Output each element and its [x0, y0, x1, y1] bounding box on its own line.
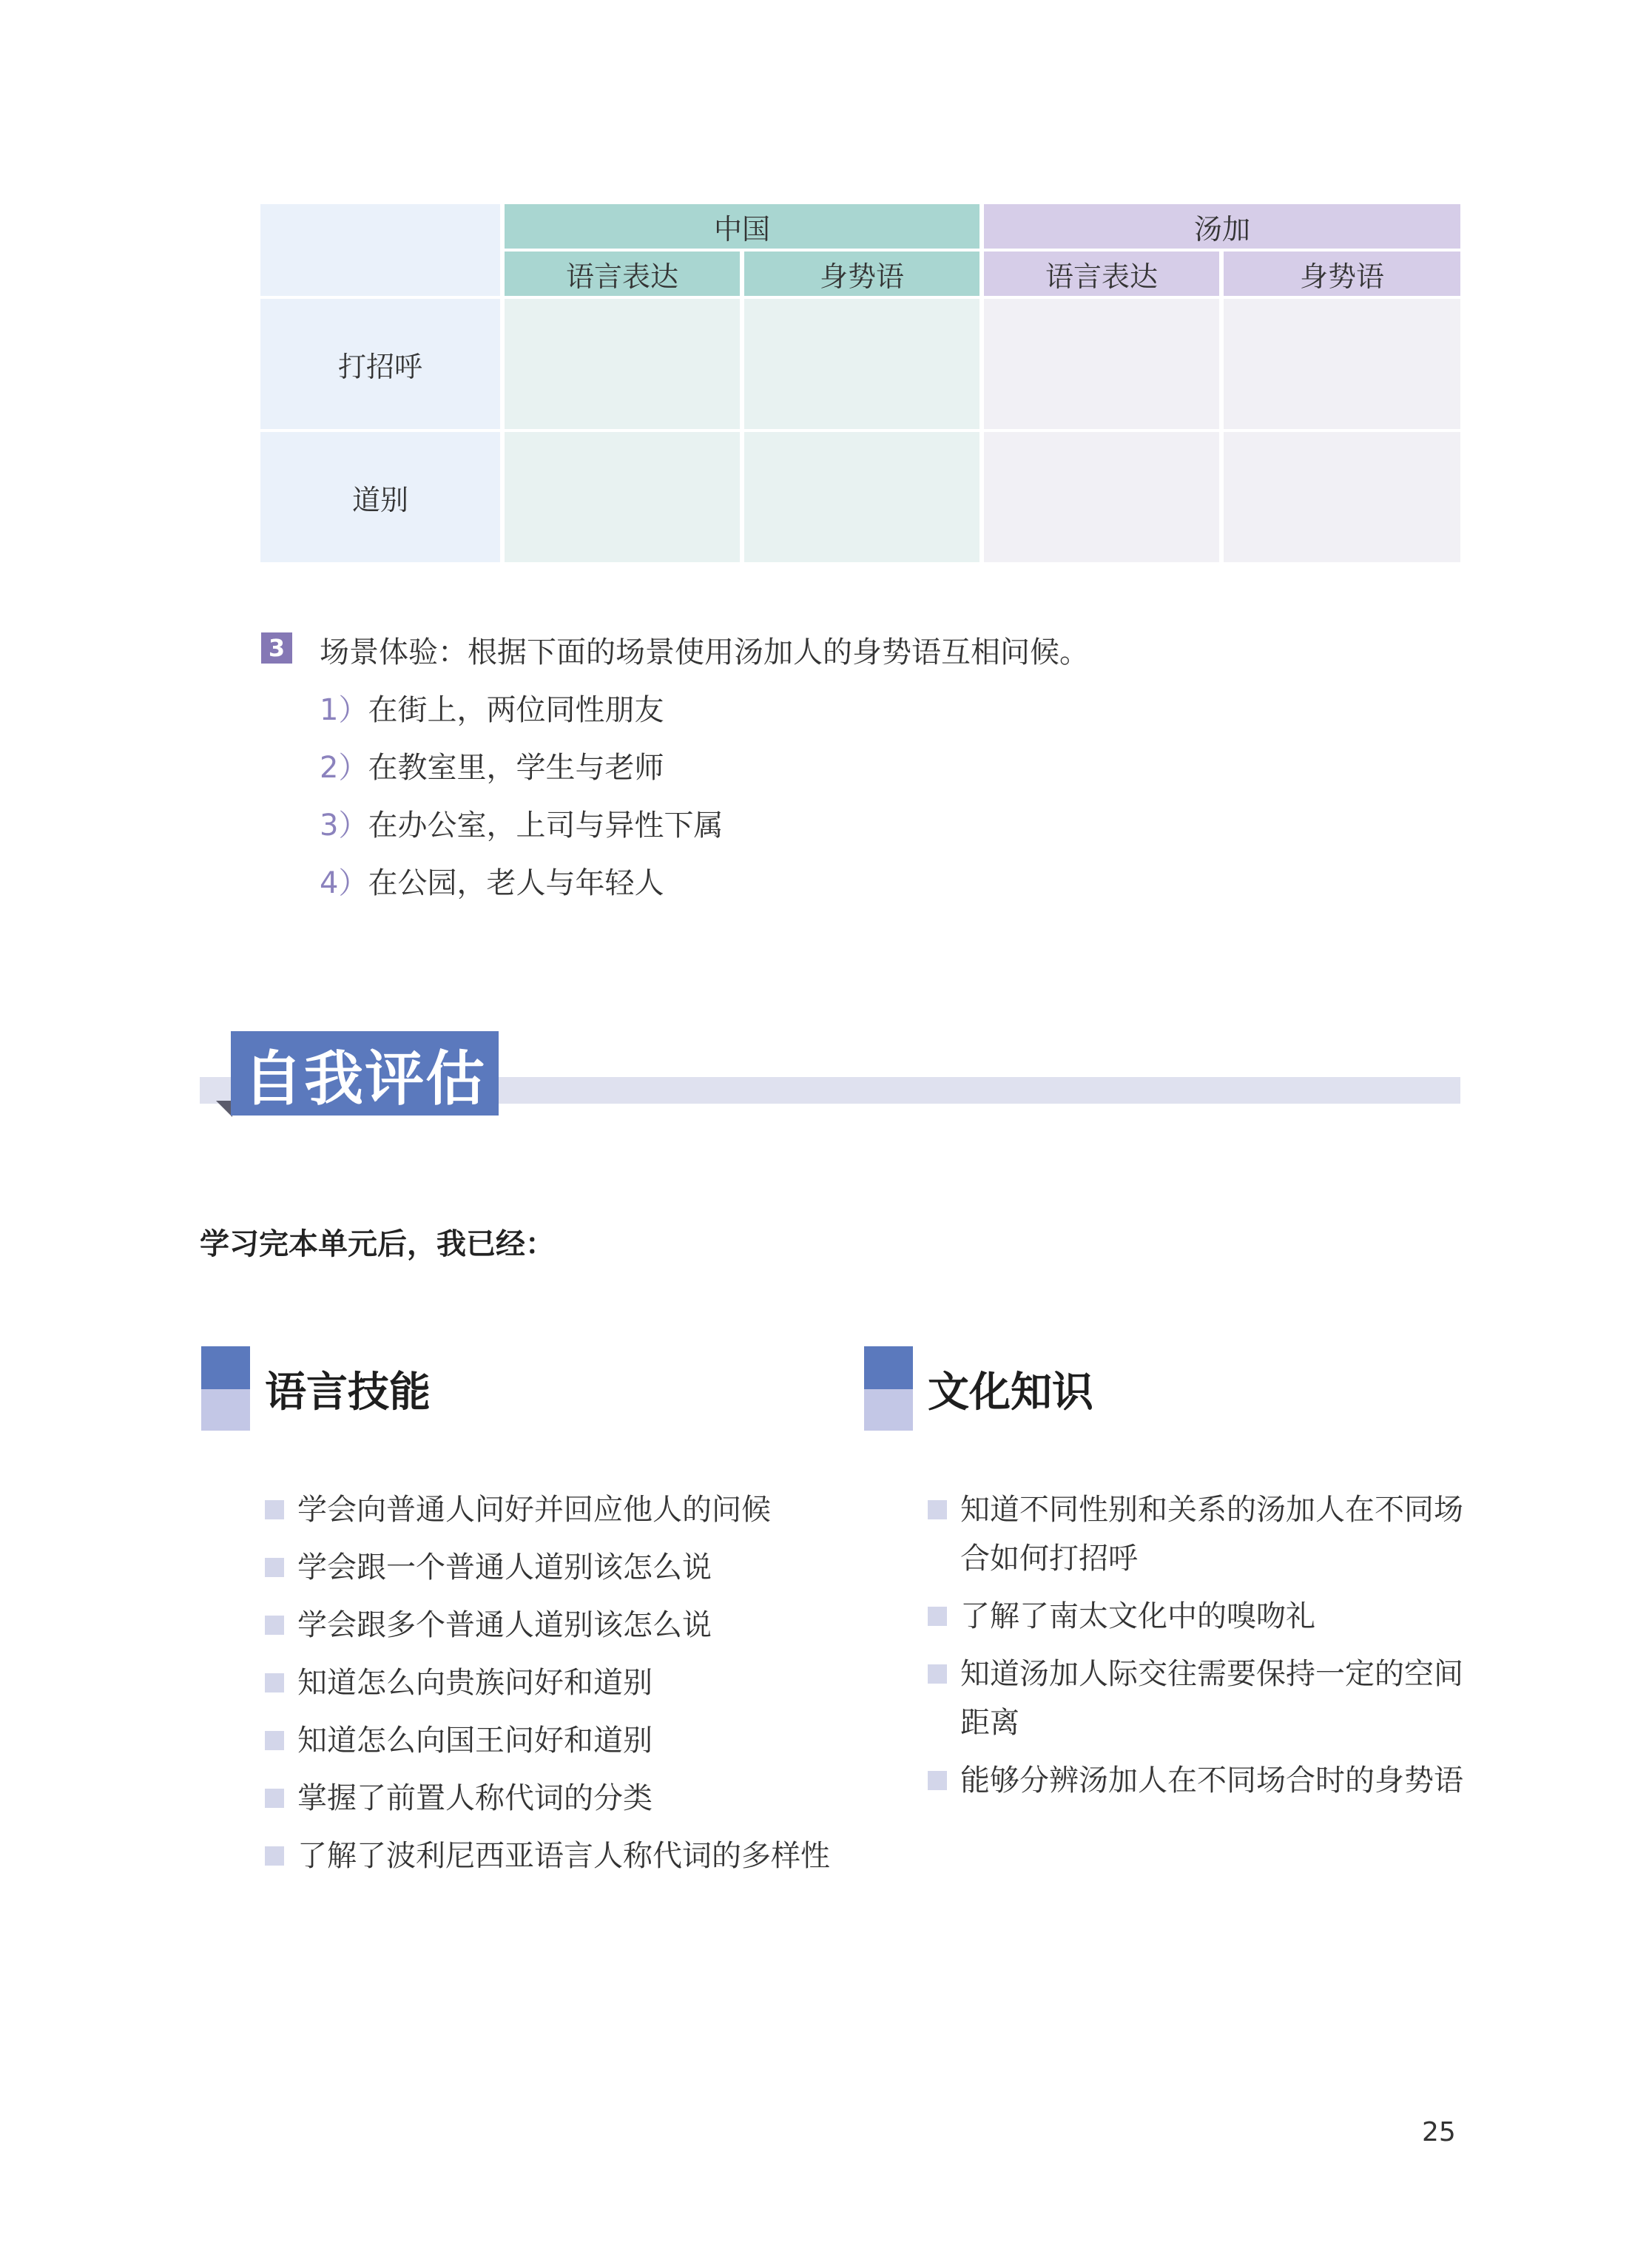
section-marker-icon: [201, 1346, 250, 1431]
table-cell: [1224, 432, 1460, 562]
table-subheader: 身势语: [744, 252, 979, 296]
table-cell: [984, 432, 1219, 562]
bullet-square-icon: [265, 1731, 284, 1750]
table-group-header-tonga: 汤加: [984, 204, 1460, 249]
table-cell: [744, 432, 979, 562]
bullet-square-icon: [265, 1500, 284, 1519]
bullet-square-icon: [265, 1558, 284, 1577]
band-fold-decoration: [216, 1101, 232, 1117]
list-item-continuation: 合如何打招呼: [960, 1542, 1138, 1576]
table-group-header-china: 中国: [505, 204, 979, 249]
list-item: 能够分辨汤加人在不同场合时的身势语: [960, 1764, 1463, 1798]
table-cell: [1224, 299, 1460, 429]
table-cell: [505, 299, 740, 429]
self-evaluation-intro: 学习完本单元后，我已经：: [200, 1227, 555, 1261]
self-evaluation-heading: 自我评估: [231, 1031, 499, 1116]
exercise-item: [320, 802, 723, 844]
comparison-table: [260, 204, 1460, 562]
page-number: 25: [1422, 2117, 1456, 2147]
table-subheader: 语言表达: [984, 252, 1219, 296]
list-item: 学会向普通人问好并回应他人的问候: [297, 1493, 771, 1527]
bullet-square-icon: [928, 1500, 947, 1519]
bullet-square-icon: [265, 1616, 284, 1635]
exercise-item-number: 4）: [320, 866, 368, 900]
culture-title: 文化知识: [928, 1368, 1093, 1417]
language-skills-title: 语言技能: [265, 1368, 431, 1417]
section-marker-icon: [864, 1346, 913, 1431]
exercise-title: 场景体验：根据下面的场景使用汤加人的身势语互相问候。: [320, 635, 1089, 669]
list-item: 了解了南太文化中的嗅吻礼: [960, 1599, 1315, 1633]
exercise-number-badge: 3: [261, 632, 292, 664]
bullet-square-icon: [265, 1789, 284, 1808]
list-item: 知道不同性别和关系的汤加人在不同场: [960, 1493, 1463, 1527]
bullet-square-icon: [265, 1846, 284, 1866]
table-row-label-farewell: 道别: [260, 432, 500, 562]
table-cell: [505, 432, 740, 562]
list-item: 了解了波利尼西亚语言人称代词的多样性: [297, 1839, 830, 1873]
table-cell: [744, 299, 979, 429]
bullet-square-icon: [928, 1664, 947, 1684]
exercise-item-text: 在公园，老人与年轻人: [368, 866, 664, 900]
table-corner-cell: [260, 204, 500, 296]
list-item-continuation: 距离: [960, 1706, 1019, 1740]
list-item: 学会跟多个普通人道别该怎么说: [297, 1608, 712, 1642]
exercise-item-number: 1）: [320, 693, 368, 727]
list-item: 掌握了前置人称代词的分类: [297, 1781, 653, 1815]
bullet-square-icon: [928, 1607, 947, 1626]
exercise-item-text: 在街上，两位同性朋友: [368, 693, 664, 727]
list-item: 知道怎么向国王问好和道别: [297, 1724, 653, 1758]
table-row-label-greeting: 打招呼: [260, 299, 500, 429]
table-subheader: 身势语: [1224, 252, 1460, 296]
exercise-item-text: 在办公室，上司与异性下属: [368, 809, 724, 843]
exercise-item: [320, 686, 664, 729]
exercise-item-number: 3）: [320, 809, 368, 843]
list-item: 知道汤加人际交往需要保持一定的空间: [960, 1657, 1463, 1691]
exercise-item: [320, 860, 664, 902]
table-subheader: 语言表达: [505, 252, 740, 296]
exercise-item: [320, 744, 664, 786]
table-cell: [984, 299, 1219, 429]
bullet-square-icon: [265, 1673, 284, 1692]
list-item: 知道怎么向贵族问好和道别: [297, 1666, 653, 1700]
list-item: 学会跟一个普通人道别该怎么说: [297, 1550, 712, 1584]
bullet-square-icon: [928, 1771, 947, 1790]
exercise-item-number: 2）: [320, 751, 368, 785]
exercise-item-text: 在教室里，学生与老师: [368, 751, 664, 785]
